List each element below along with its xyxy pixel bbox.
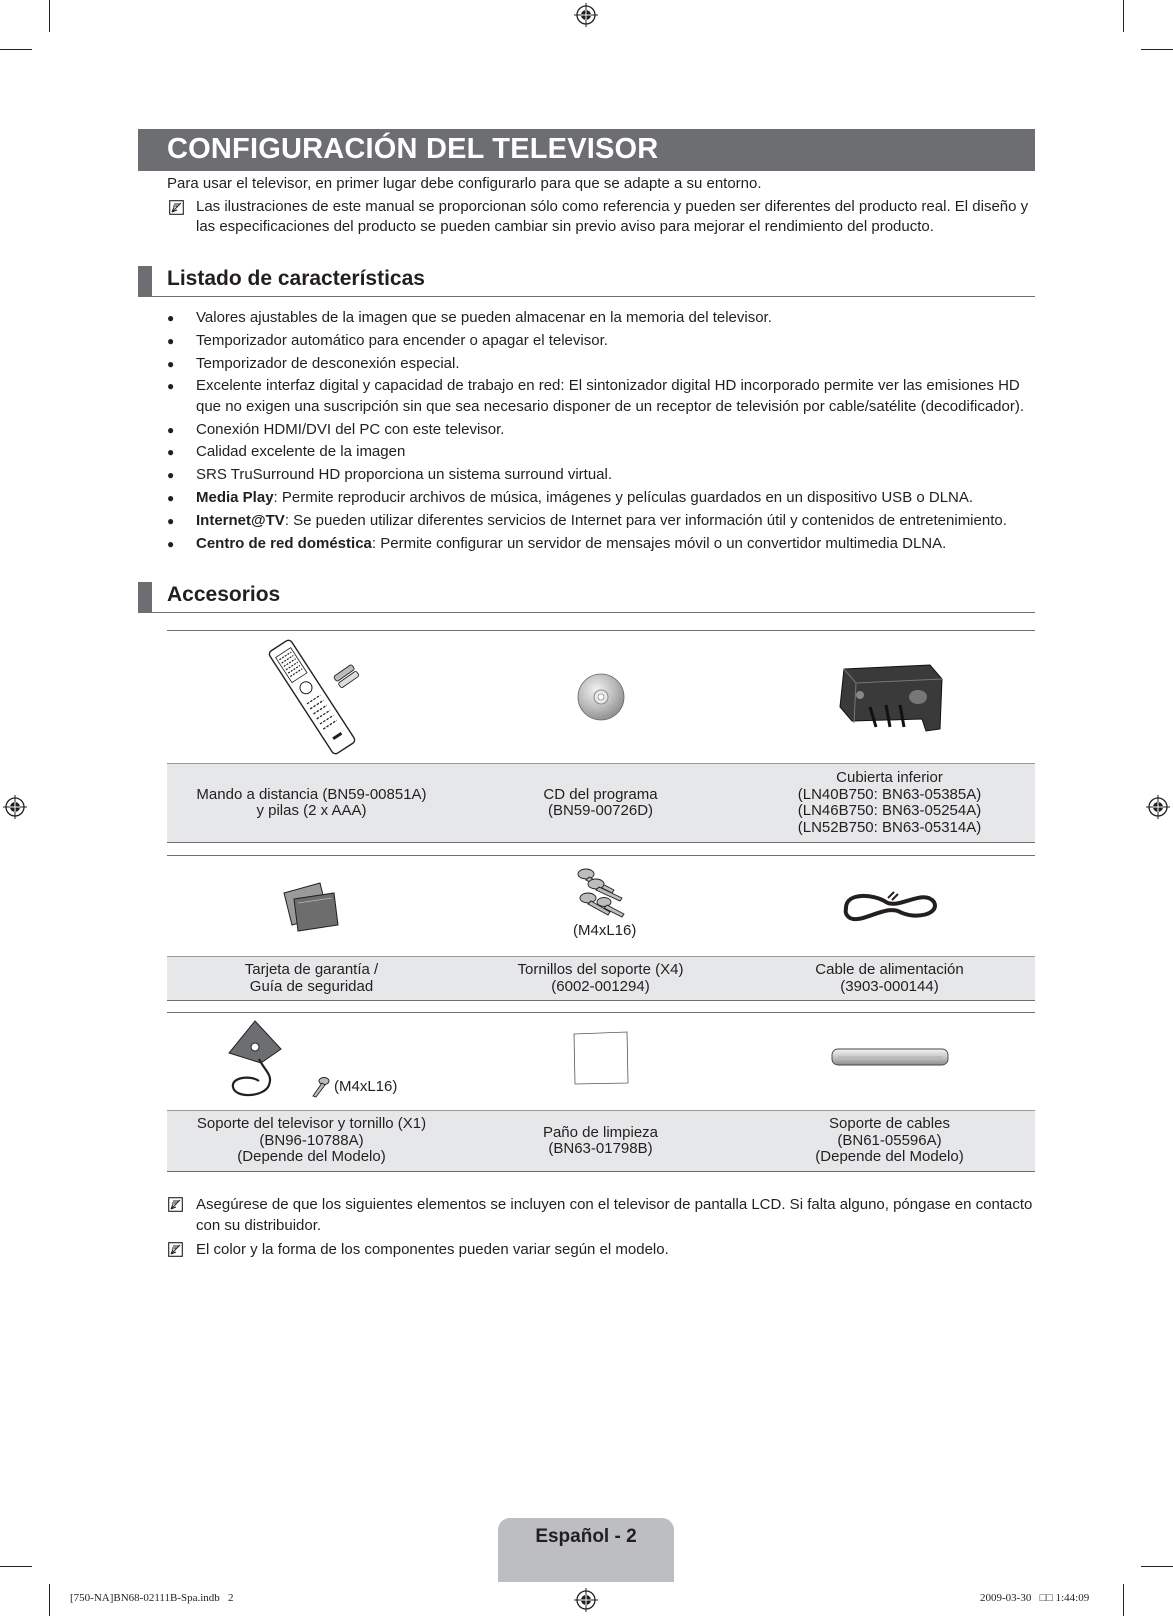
intro-text: Para usar el televisor, en primer lugar debe configurarlo para que se adapte a su entorno. <box>167 175 762 192</box>
features-title: Listado de características <box>167 267 425 290</box>
accessory-label <box>167 764 456 842</box>
note-icon <box>168 1242 183 1257</box>
accessory-label-line: Mando a distancia (BN59-00851A) <box>196 785 427 803</box>
bottom-cover-icon <box>830 657 950 737</box>
feature-text: : Se pueden utilizar diferentes servicios de Internet para ver información útil y contenidos de entretenimiento. <box>284 511 1007 529</box>
page-number-tab <box>498 1518 674 1582</box>
accessory-label <box>745 764 1034 842</box>
note-text: Asegúrese de que los siguientes elementos se incluyen con el televisor de pantalla LCD. Si falta alguno, póngase en contacto con su distribuidor. <box>196 1196 1033 1234</box>
feature-text: Excelente interfaz digital y capacidad de trabajo en red: El sintonizador digital HD incorporado permite ver las emisiones HD que no exigen una suscripción sin que sea necesario disponer de un receptor de televisión por cable/satélite (decodificador). <box>196 377 1025 415</box>
heading-marker <box>138 266 152 296</box>
screw-icon <box>310 1076 330 1098</box>
accessory-image <box>456 1013 745 1103</box>
accessory-label-line: (BN96-10788A) <box>259 1131 364 1149</box>
accessory-label-line: Tarjeta de garantía / <box>244 961 379 978</box>
accessory-label <box>167 957 456 1000</box>
accessory-label-line: CD del programa <box>543 785 658 803</box>
accessory-label-line: (LN46B750: BN63-05254A) <box>797 802 982 819</box>
accessory-label-line: (Depende del Modelo) <box>237 1148 386 1166</box>
file-info: [750-NA]BN68-02111B-Spa.indb 2 <box>70 1592 234 1604</box>
feature-highlight: Internet@TV <box>196 511 285 529</box>
accessory-label-line: (LN40B750: BN63-05385A) <box>797 785 982 803</box>
accessory-image-row <box>167 1012 1035 1110</box>
cd-icon <box>576 672 626 722</box>
feature-text: : Permite configurar un servidor de mensajes móvil o un convertidor multimedia DLNA. <box>371 534 947 552</box>
accessory-label <box>745 957 1034 1000</box>
power-cable-icon <box>840 884 940 928</box>
crop-mark <box>49 0 50 32</box>
registration-mark-icon <box>574 1588 598 1612</box>
accessories-title: Accesorios <box>167 583 281 606</box>
accessory-label <box>167 1111 456 1171</box>
accessory-label <box>456 1111 745 1171</box>
accessory-label-line: Tornillos del soporte (X4) <box>517 961 684 978</box>
accessory-label-line: Paño de limpieza <box>542 1123 659 1141</box>
crop-mark <box>1141 49 1173 50</box>
accessory-label-line: Guía de seguridad <box>249 977 374 995</box>
accessory-label-line: (BN59-00726D) <box>547 802 654 819</box>
crop-mark <box>1123 0 1124 32</box>
screw-size-label: (M4xL16) <box>334 1078 398 1095</box>
accessory-image <box>167 856 456 956</box>
page-title: CONFIGURACIÓN DEL TELEVISOR <box>167 133 659 165</box>
feature-highlight: Centro de red doméstica <box>196 534 372 552</box>
note-item <box>167 1239 1037 1260</box>
note-item <box>167 1194 1037 1236</box>
cleaning-cloth-icon <box>571 1030 631 1086</box>
feature-text: Calidad excelente de la imagen <box>196 443 406 461</box>
notes-list <box>167 1194 1037 1263</box>
accessory-label-line: (6002-001294) <box>551 977 650 995</box>
accessory-label-line: Cubierta inferior <box>836 769 943 786</box>
accessory-label-line: (LN52B750: BN63-05314A) <box>797 818 982 836</box>
feature-text: : Permite reproducir archivos de música, imágenes y películas guardados en un dispositivo USB o DLNA. <box>273 489 974 507</box>
holder-wire-stand-icon <box>227 1019 297 1101</box>
feature-text: Temporizador de desconexión especial. <box>196 354 460 372</box>
accessory-image <box>227 1019 297 1106</box>
accessory-image-row <box>167 855 1035 956</box>
intro-note: Las ilustraciones de este manual se proporcionan sólo como referencia y pueden ser diferentes del producto real. El diseño y las especificaciones del producto se pueden cambiar sin previo aviso para mejorar el rendimiento del producto. <box>196 198 1029 235</box>
date-info: 2009-03-30 □□ 1:44:09 <box>980 1592 1090 1604</box>
accessory-label <box>745 1111 1034 1171</box>
accessory-label-line: (3903-000144) <box>840 977 939 995</box>
accessory-label <box>456 764 745 842</box>
accessory-label-line: Soporte de cables <box>829 1115 950 1133</box>
heading-marker <box>138 582 152 612</box>
accessory-image-row <box>167 630 1035 763</box>
warranty-card-icon <box>280 879 344 933</box>
crop-mark <box>49 1584 50 1616</box>
crop-mark <box>1141 1566 1173 1567</box>
note-icon <box>168 1197 183 1212</box>
accessory-image <box>167 631 456 763</box>
crop-mark <box>0 49 32 50</box>
accessory-label-line: (BN63-01798B) <box>548 1140 653 1157</box>
accessory-image <box>456 631 745 763</box>
crop-mark <box>1123 1584 1124 1616</box>
accessory-label-line: (BN61-05596A) <box>837 1131 942 1149</box>
accessory-label-line: y pilas (2 x AAA) <box>256 802 367 819</box>
accessory-label-row <box>167 1110 1035 1172</box>
page-number: Español - 2 <box>535 1526 637 1547</box>
accessory-label-line: (Depende del Modelo) <box>815 1148 964 1166</box>
screw-size-label: (M4xL16) <box>573 922 637 939</box>
feature-highlight: Media Play <box>196 489 274 507</box>
feature-text: SRS TruSurround HD proporciona un sistema surround virtual. <box>196 466 613 484</box>
accessory-label-line: Soporte del televisor y tornillo (X1) <box>196 1115 427 1133</box>
accessory-label-row <box>167 956 1035 1001</box>
feature-text: Valores ajustables de la imagen que se pueden almacenar en la memoria del televisor. <box>196 309 772 326</box>
feature-text: Conexión HDMI/DVI del PC con este televisor. <box>196 420 505 438</box>
registration-mark-icon <box>3 795 27 819</box>
screws-icon <box>574 864 628 918</box>
accessory-image <box>745 631 1034 763</box>
feature-text: Temporizador automático para encender o apagar el televisor. <box>196 331 608 349</box>
accessories-table <box>167 0 1035 1170</box>
cable-holder-icon <box>830 1045 950 1069</box>
note-text: El color y la forma de los componentes pueden variar según el modelo. <box>196 1241 669 1258</box>
accessory-image <box>745 1013 1034 1101</box>
accessory-image <box>456 856 745 926</box>
registration-mark-icon <box>1146 795 1170 819</box>
remote-control-icon <box>257 634 367 760</box>
accessory-label-line: Cable de alimentación <box>815 961 964 978</box>
accessory-label <box>456 957 745 1000</box>
crop-mark <box>0 1566 32 1567</box>
accessory-image <box>745 856 1034 956</box>
accessory-label-row <box>167 763 1035 843</box>
